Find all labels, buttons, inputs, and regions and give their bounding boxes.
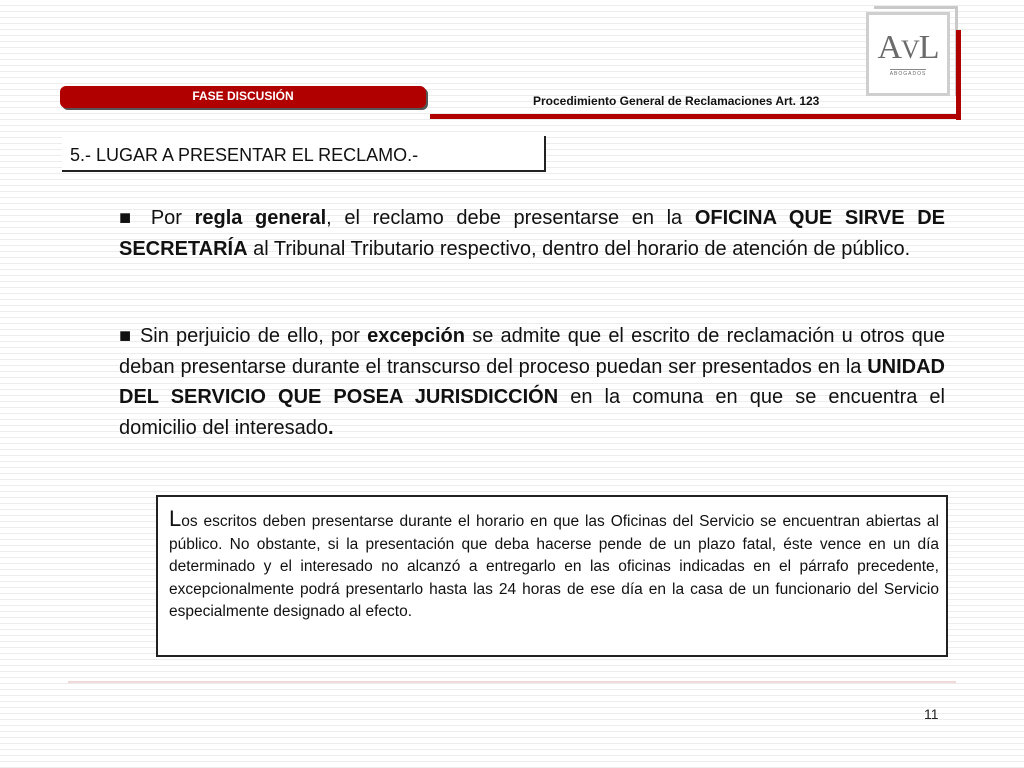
accent-horizontal-line xyxy=(430,114,961,119)
section-heading xyxy=(62,136,546,172)
logo-inner xyxy=(875,21,941,87)
bullet-icon: ■ xyxy=(119,207,139,229)
note-box xyxy=(156,495,948,657)
logo-letter-a: A xyxy=(877,29,901,66)
logo-mark xyxy=(877,31,938,67)
firm-logo xyxy=(866,12,950,96)
bullet-icon: ■ xyxy=(119,325,133,347)
note-body: os escritos deben presentarse durante el horario en que las Oficinas del Servicio se encuentran abiertas al público. No obstante, si la presentación que deba hacerse pende de un plazo fatal, éste vence en un día determinado y el interesado no alcanzó a entregarlo en las oficinas indicadas en el párrafo precedente, excepcionalmente podrá presentarlo hasta las 24 horas de ese día en la casa de un funcionario del Servicio especialmente designado al efecto. xyxy=(169,513,939,620)
document-reference: Procedimiento General de Reclamaciones Art. 123 xyxy=(533,94,820,108)
accent-vertical-line xyxy=(956,30,961,120)
phase-tab-label: FASE DISCUSIÓN xyxy=(192,89,294,103)
paragraph-regla-general xyxy=(119,203,945,264)
para-1-text-3: al Tribunal Tributario respectivo, dentro del horario de atención de público. xyxy=(247,237,911,260)
logo-letter-l: L xyxy=(918,29,939,66)
para-1-text-2: , el reclamo debe presentarse en la xyxy=(326,207,695,229)
phase-tab xyxy=(60,86,426,108)
para-2-text-2: se admite que el escrito de reclamación u otros que deban presentarse durante el transcurso del proceso puedan ser presentados en la xyxy=(119,325,945,378)
note-initial: L xyxy=(169,506,182,531)
page-number: 11 xyxy=(924,706,939,722)
para-2-bold-2: UNIDAD DEL SERVICIO QUE POSEA JURISDICCIÓN xyxy=(119,355,945,408)
para-2-end-period: . xyxy=(328,416,334,439)
paragraph-excepcion xyxy=(119,321,945,443)
note-text xyxy=(169,508,939,624)
para-1-text-1: Por xyxy=(150,207,195,229)
para-2-text-1: Sin perjuicio de ello, por xyxy=(139,325,368,347)
para-1-bold-2: OFICINA QUE SIRVE DE SECRETARÍA xyxy=(119,207,945,260)
para-1-bold-1: regla general xyxy=(194,207,327,229)
para-2-text-3: en la comuna en que se encuentra el domicilio del interesado xyxy=(119,386,945,439)
para-2-bold-1: excepción xyxy=(367,325,465,347)
logo-letter-v: V xyxy=(901,35,919,64)
footer-divider xyxy=(68,681,956,683)
logo-subtitle: ABOGADOS xyxy=(889,71,927,77)
section-heading-text: 5.- LUGAR A PRESENTAR EL RECLAMO.- xyxy=(70,145,419,165)
